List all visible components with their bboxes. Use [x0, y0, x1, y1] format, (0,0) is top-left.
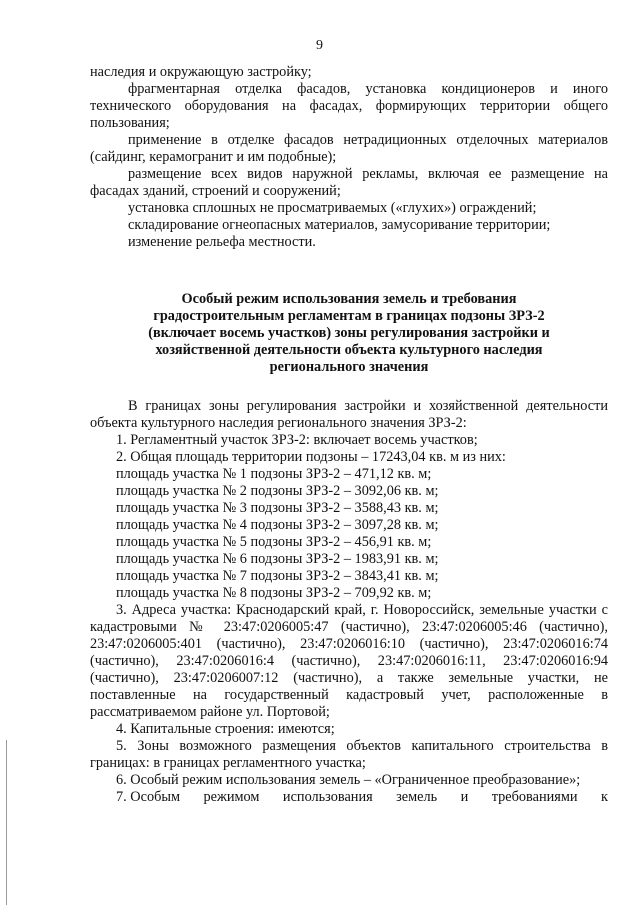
item-1: 1. Регламентный участок ЗРЗ-2: включает восемь участков; — [116, 432, 478, 448]
area-line: площадь участка № 5 подзоны ЗРЗ-2 – 456,91 кв. м; — [116, 534, 432, 550]
list-item: применение в отделке фасадов нетрадиционных отделочных материалов (сайдинг, керамогранит и им подобные); — [90, 132, 608, 165]
heading-line: градостроительным регламентам в границах подзоны ЗРЗ-2 — [153, 308, 545, 324]
area-line: площадь участка № 8 подзоны ЗРЗ-2 – 709,92 кв. м; — [116, 585, 432, 601]
section-heading — [90, 291, 608, 376]
document-body — [90, 64, 608, 806]
area-line: площадь участка № 7 подзоны ЗРЗ-2 – 3843,41 кв. м; — [116, 568, 439, 584]
intro-paragraph: В границах зоны регулирования застройки и хозяйственной деятельности объекта культурного наследия регионального значения ЗРЗ-2: — [90, 398, 608, 431]
list-item: фрагментарная отделка фасадов, установка кондиционеров и иного технического оборудования на фасадах, формирующих территории общего пользования; — [90, 81, 608, 131]
area-line: площадь участка № 4 подзоны ЗРЗ-2 – 3097,28 кв. м; — [116, 517, 439, 533]
item-7-word: и — [460, 789, 469, 805]
item-6: 6. Особый режим использования земель – «Ограниченное преобразование»; — [116, 772, 581, 788]
heading-line: Особый режим использования земель и требования — [181, 291, 517, 307]
heading-line: регионального значения — [269, 359, 429, 375]
list-item: складирование огнеопасных материалов, замусоривание территории; — [128, 217, 551, 233]
item-7-word: земель — [396, 789, 438, 805]
item-7-word: требованиями — [491, 789, 578, 805]
area-line: площадь участка № 1 подзоны ЗРЗ-2 – 471,12 кв. м; — [116, 466, 432, 482]
area-line: площадь участка № 3 подзоны ЗРЗ-2 – 3588,43 кв. м; — [116, 500, 439, 516]
item-7-word: к — [600, 789, 608, 805]
list-item: установка сплошных не просматриваемых («глухих») ограждений; — [128, 200, 537, 216]
item-5: 5. Зоны возможного размещения объектов капитального строительства в границах: в границах регламентного участка; — [90, 738, 608, 771]
area-line: площадь участка № 2 подзоны ЗРЗ-2 – 3092,06 кв. м; — [116, 483, 439, 499]
heading-line: хозяйственной деятельности объекта культурного наследия — [155, 342, 543, 358]
list-item: изменение рельефа местности. — [128, 234, 316, 250]
page-number: 9 — [316, 38, 323, 53]
item-7 — [90, 789, 608, 806]
heading-line: (включает восемь участков) зоны регулирования застройки и — [148, 325, 550, 341]
item-4: 4. Капитальные строения: имеются; — [116, 721, 335, 737]
item-2: 2. Общая площадь территории подзоны – 17243,04 кв. м из них: — [116, 449, 506, 465]
item-7-word: использования — [282, 789, 373, 805]
item-3: 3. Адреса участка: Краснодарский край, г. Новороссийск, земельные участки с кадастровыми № 23:47:0206005:47 (частично), 23:47:0206005:46 (частично), 23:47:0206005:401 (частично), 23:47:0206016:10 (частично), 23:47:0206016:74 (частично), 23:47:0206016:4 (частично), 23:47:0206016:11, 23:47:0206016:94 (частично), 23:47:0206007:12 (частично), а также земельные участки, не поставленные на государственный кадастровый учет, расположенные в рассматриваемом районе ул. Портовой; — [90, 602, 608, 720]
list-item: наследия и окружающую застройку; — [90, 64, 312, 80]
item-7-word: режимом — [203, 789, 260, 805]
page-edge-line — [6, 740, 7, 905]
area-line: площадь участка № 6 подзоны ЗРЗ-2 – 1983,91 кв. м; — [116, 551, 439, 567]
item-7-word: 7. Особым — [116, 789, 181, 805]
list-item: размещение всех видов наружной рекламы, включая ее размещение на фасадах зданий, строений и сооружений; — [90, 166, 608, 199]
